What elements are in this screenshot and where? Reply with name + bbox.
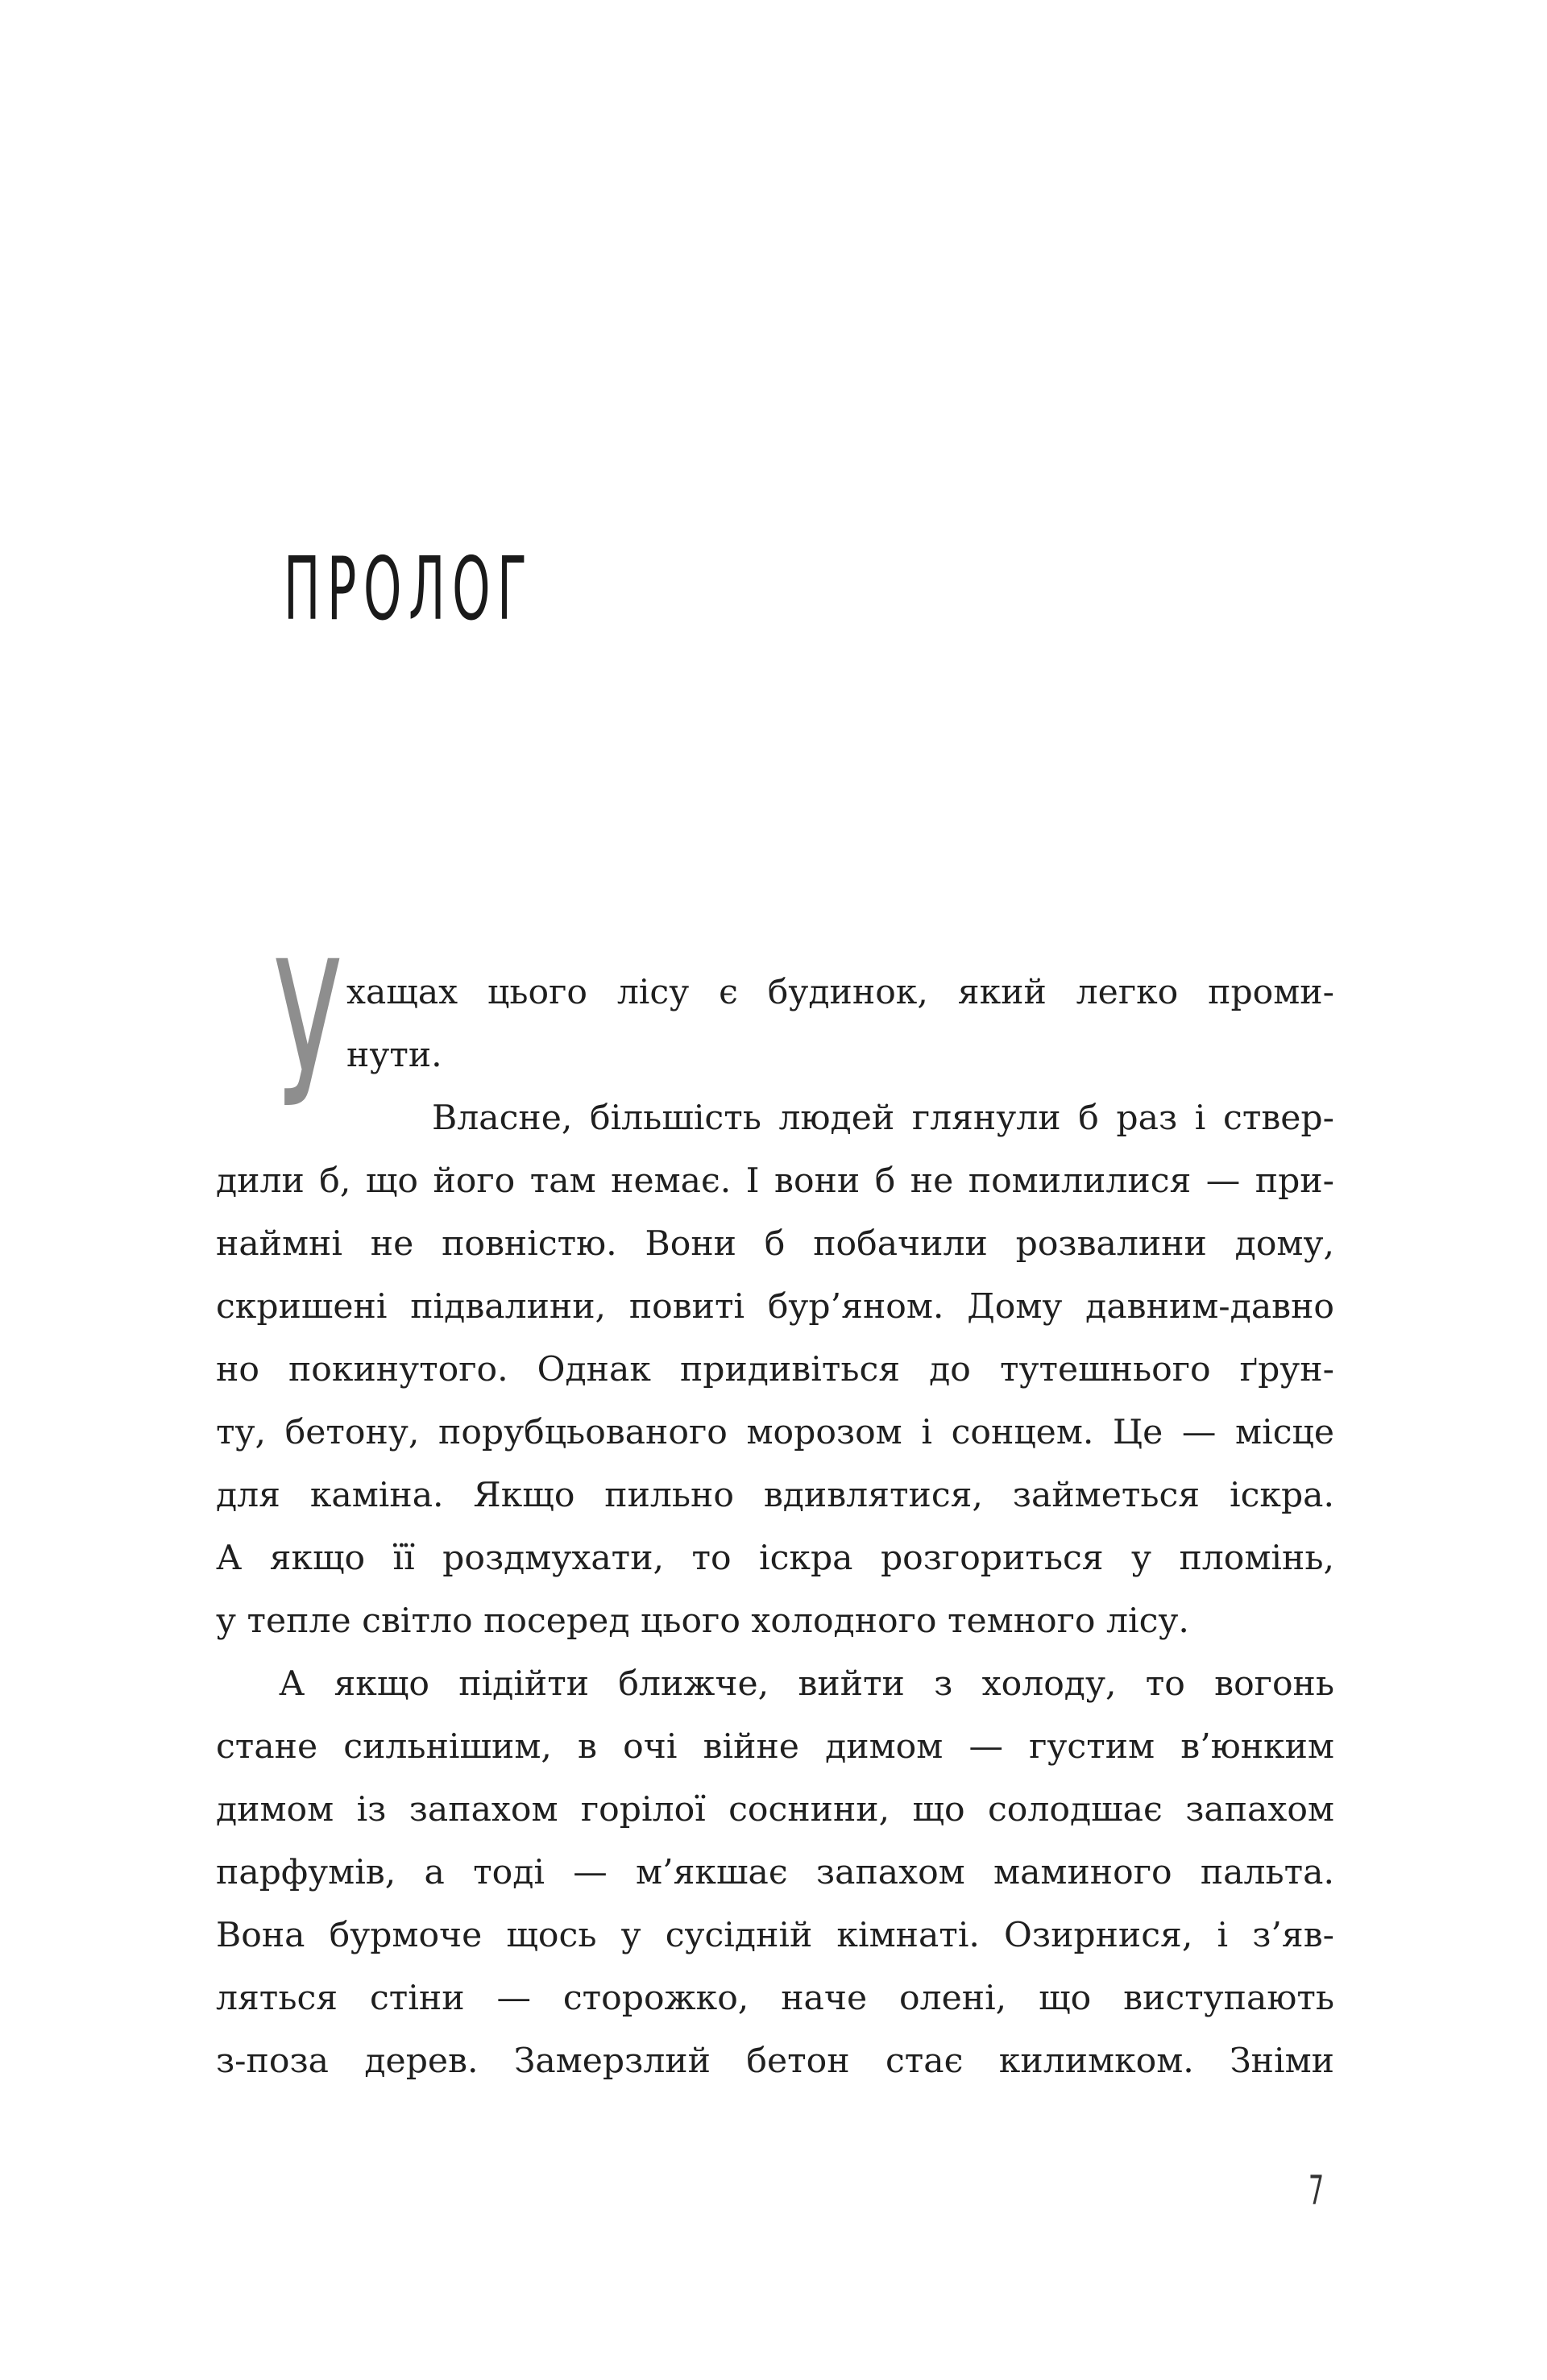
text-line: А якщо підійти ближче, вийти з холоду, то вогонь (279, 1664, 1334, 1704)
text-line: з-поза дерев. Замерзлий бетон стає килимком. Зніми (216, 2041, 1334, 2081)
text-line: ту, бетону, порубцьованого морозом і сонцем. Це — місце (216, 1413, 1334, 1452)
text-line: у тепле світло посеред цього холодного темного лісу. (216, 1601, 1189, 1641)
text-line: ляться стіни — сторожко, наче олені, що виступають (216, 1979, 1334, 2018)
drop-cap: У (274, 918, 342, 1153)
page-number: 7 (1309, 2167, 1325, 2214)
text-line: А якщо її роздмухати, то іскра розгориться у пломінь, (216, 1539, 1334, 1578)
text-line: стане сильнішим, в очі війне димом — густим в’юнким (216, 1727, 1334, 1767)
chapter-title: ПРОЛОГ (284, 539, 534, 640)
text-line: наймні не повністю. Вони б побачили розвалини дому, (216, 1224, 1334, 1264)
text-line: скришені підвалини, повиті бур’яном. Дому давним-давно (216, 1287, 1334, 1327)
text-line: дили б, що його там немає. І вони б не помилилися — при- (216, 1161, 1334, 1201)
text-line: для каміна. Якщо пильно вдивлятися, займеться іскра. (216, 1476, 1334, 1515)
text-line: Вона бурмоче щось у сусідній кімнаті. Озирнися, і з’яв- (216, 1916, 1334, 1955)
text-line: нути. (346, 1036, 442, 1075)
text-line: димом із запахом горілої соснини, що солодшає запахом (216, 1790, 1334, 1830)
text-line: Власне, більшість людей глянули б раз і ствер- (432, 1099, 1334, 1138)
text-line: парфумів, а тоді — м’якшає запахом маминого пальта. (216, 1853, 1334, 1892)
text-line: хащах цього лісу є будинок, який легко проми- (346, 973, 1334, 1012)
text-line: но покинутого. Однак придивіться до тутешнього ґрун- (216, 1350, 1334, 1389)
